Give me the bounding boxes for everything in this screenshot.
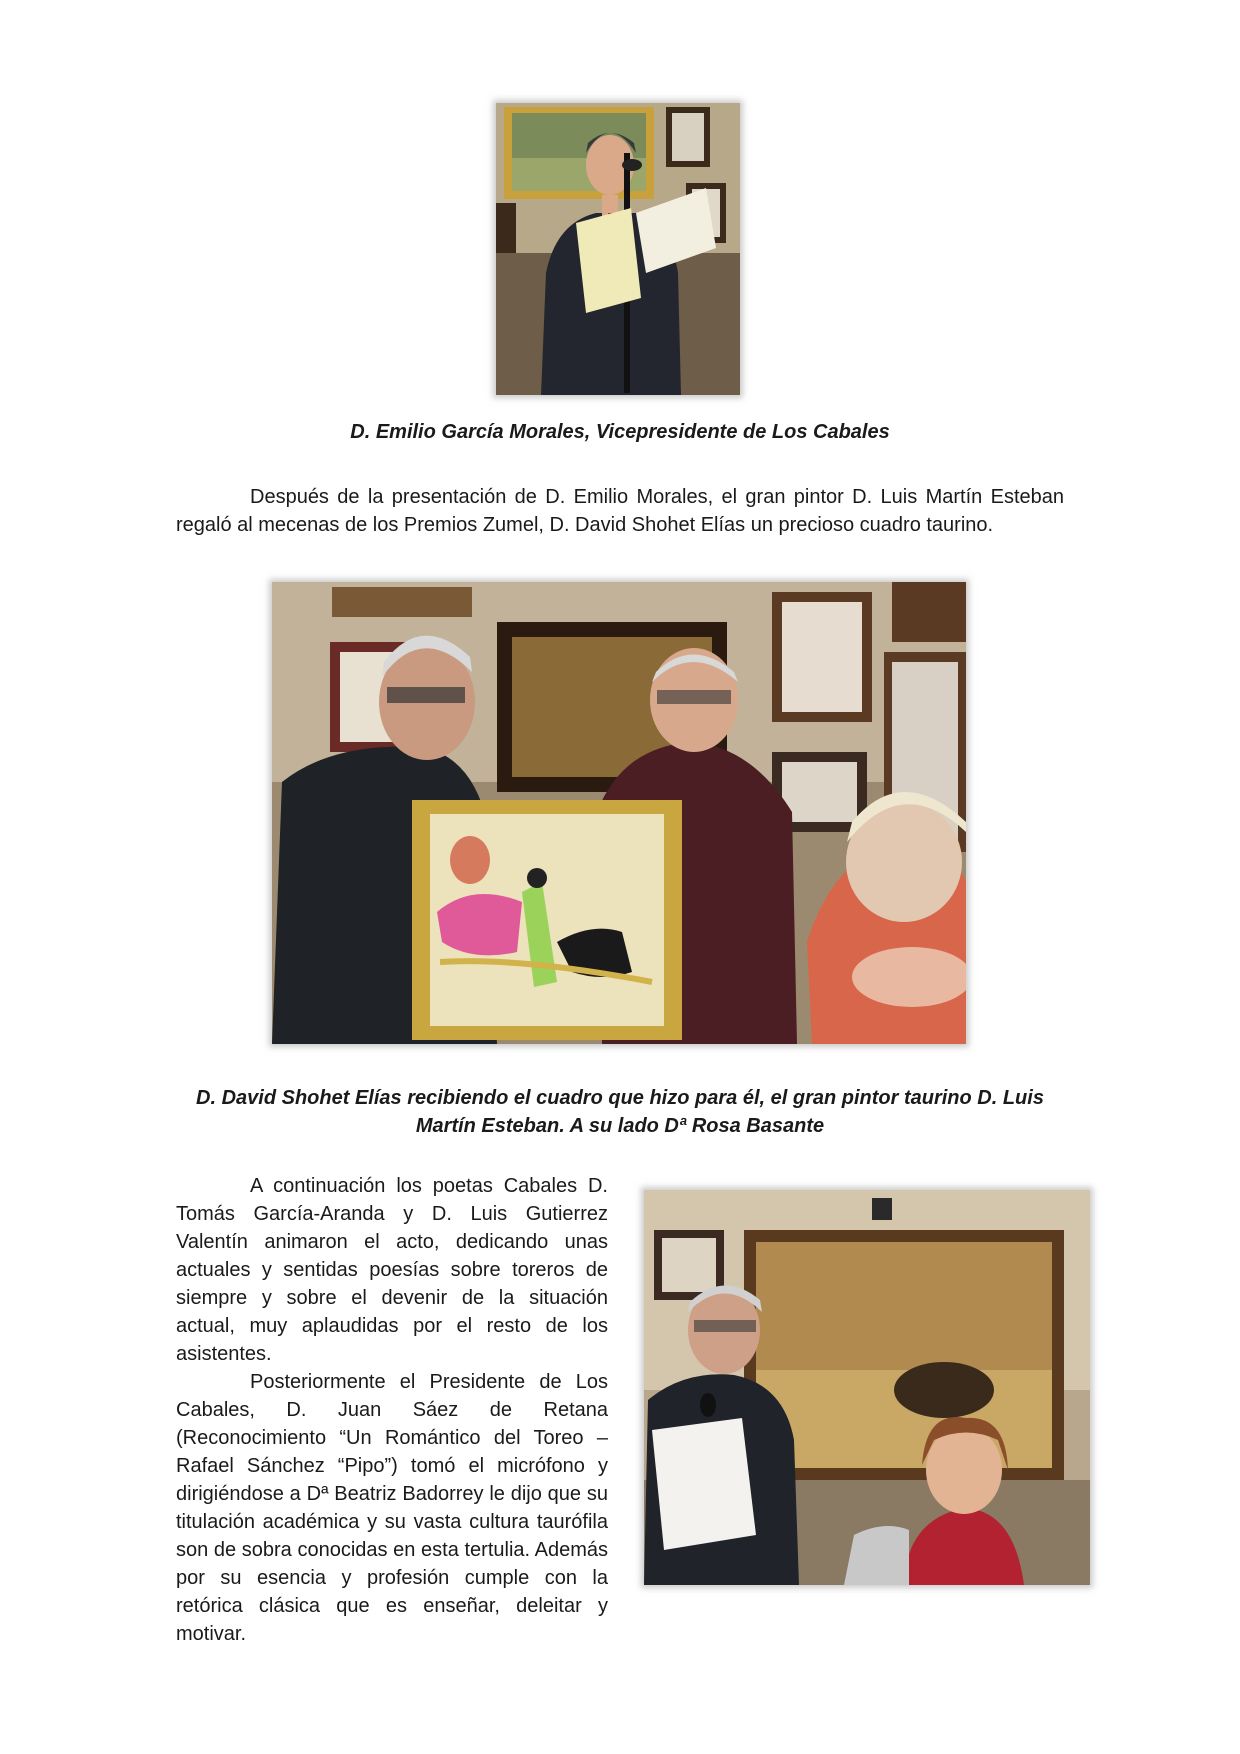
photo-emilio-illustration (496, 103, 740, 395)
caption-photo-1-text: D. Emilio García Morales, Vicepresidente de Los Cabales (350, 421, 890, 443)
photo-painting-illustration (272, 582, 966, 1044)
paragraph-president-speech: Posteriormente el Presidente de Los Cabales, D. Juan Sáez de Retana (Reconocimiento “Un Romántico del Toreo – Rafael Sánchez “Pipo”) tomó el micrófono y dirigiéndose a Dª Beatriz Badorrey le dijo que su titulación académica y su vasta cultura taurófila son de sobra conocidas en esta tertulia. Además por su esencia y profesión cumple con la retórica clásica que es enseñar, deleitar y motivar. (176, 1371, 608, 1645)
photo-emilio-garcia-morales (496, 103, 740, 395)
paragraph-gift-presentation: Después de la presentación de D. Emilio Morales, el gran pintor D. Luis Martín Esteban regaló al mecenas de los Premios Zumel, D. David Shohet Elías un precioso cuadro taurino. (176, 486, 1064, 536)
caption-photo-2-line-2: Martín Esteban. A su lado Dª Rosa Basante (415, 1115, 825, 1137)
photo-painting-presentation (272, 582, 966, 1044)
caption-photo-2 (176, 1084, 1064, 1140)
photo-president-illustration (644, 1190, 1090, 1585)
caption-photo-2-line-1: D. David Shohet Elías recibiendo el cuadro que hizo para él, el gran pintor taurino D. Luis (196, 1087, 1044, 1109)
photo-president-speech (644, 1190, 1090, 1585)
caption-photo-1 (176, 418, 1064, 446)
paragraph-poets: A continuación los poetas Cabales D. Tomás García-Aranda y D. Luis Gutierrez Valentín animaron el acto, dedicando unas actuales y sentidas poesías sobre toreros de siempre y sobre el devenir de la situación actual, muy aplaudidas por el resto de los asistentes. (176, 1175, 608, 1365)
